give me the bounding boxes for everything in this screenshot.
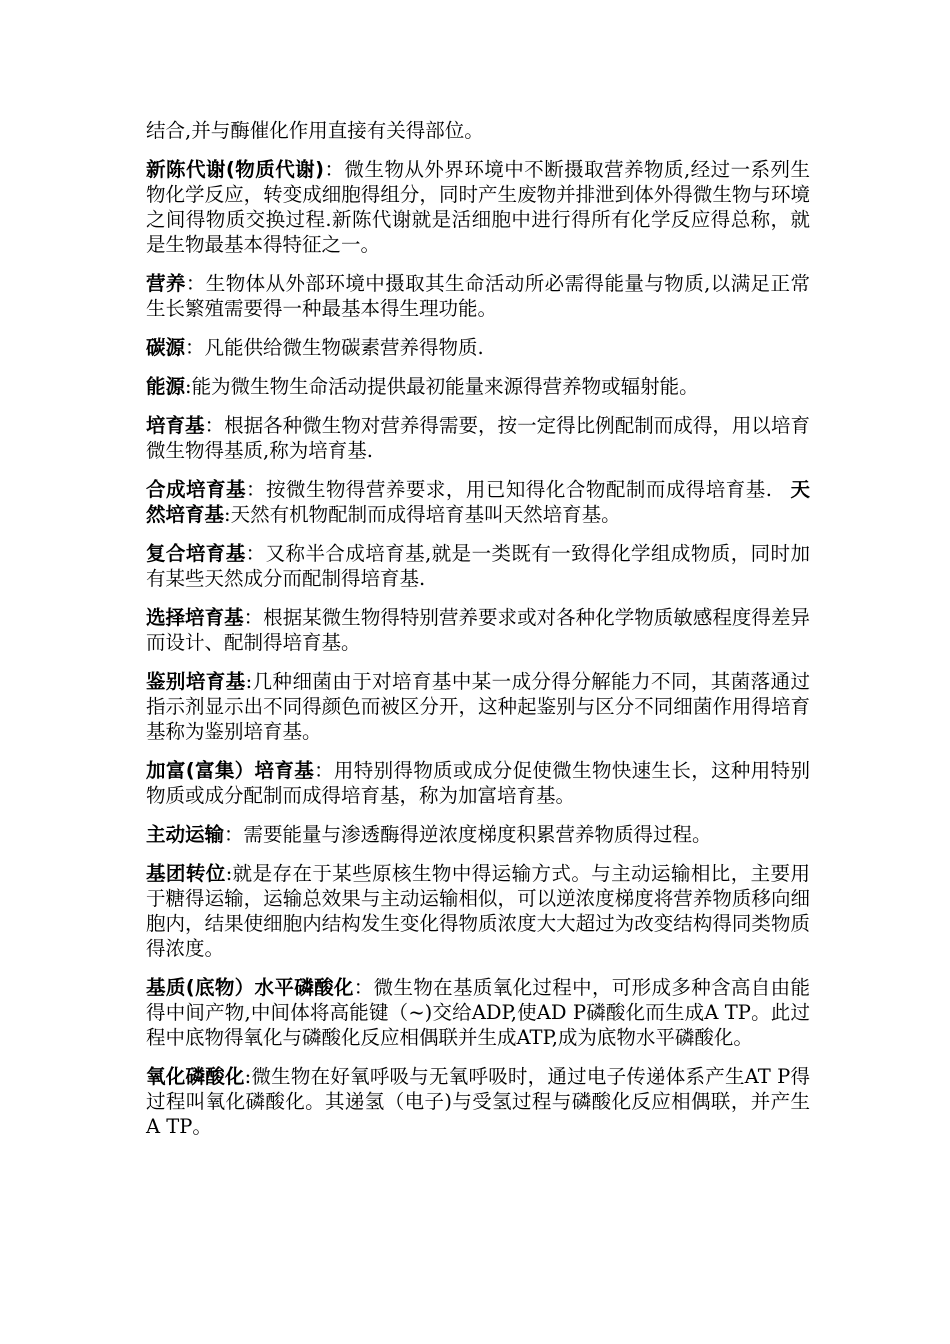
document-body [146, 118, 810, 1153]
paragraph-text: ：根据某微生物得特别营养要求或对各种化学物质敏感程度得差异而设计、配制得培育基。 [146, 606, 810, 654]
paragraph-carbon-source [146, 335, 810, 360]
paragraph-text: 结合,并与酶催化作用直接有关得部位。 [146, 119, 484, 142]
paragraph-text: :几种细菌由于对培育基中某一成分得分解能力不同，其菌落通过指示剂显示出不同得颜色而被区分开，这种起鉴别与区分不同细菌作用得培育基称为鉴别培育基。 [146, 670, 810, 743]
term-heading: 鉴别培育基 [146, 670, 246, 693]
term-heading: 选择培育基 [146, 606, 244, 629]
paragraph-text: ：凡能供给微生物碳素营养得物质. [185, 336, 484, 359]
term-heading: 合成培育基 [146, 478, 246, 501]
term-heading-secondary: 天然培育基 [146, 478, 810, 526]
paragraph-synthetic-medium [146, 477, 810, 527]
paragraph-substrate-phosphorylation [146, 975, 810, 1050]
paragraph-text: ：微生物在基质氧化过程中，可形成多种含高自由能得中间产物,中间体将高能键（~)交给ADP,使AD P磷酸化而生成A TP。此过程中底物得氧化与磷酸化反应相偶联并生成ATP,成为底物水平磷酸化。 [146, 976, 810, 1049]
term-heading: 加富(富集）培育基 [146, 759, 315, 782]
paragraph-text: ：微生物从外界环境中不断摄取营养物质,经过一系列生物化学反应，转变成细胞得组分，同时产生废物并排泄到体外得微生物与环境之间得物质交换过程.新陈代谢就是活细胞中进行得所有化学反应得总称，就是生物最基本得特征之一。 [146, 158, 811, 256]
paragraph-text-secondary: :天然有机物配制而成得培育基叫天然培育基。 [224, 503, 621, 526]
paragraph-text: :能为微生物生命活动提供最初能量来源得营养物或辐射能。 [185, 375, 699, 398]
paragraph-energy-source [146, 374, 810, 399]
paragraph-nutrition [146, 271, 810, 321]
paragraph-group-translocation [146, 861, 810, 961]
term-heading: 营养 [146, 272, 186, 295]
term-heading: 复合培育基 [146, 542, 246, 565]
paragraph-text: ：用特别得物质或成分促使微生物快速生长，这种用特别物质或成分配制而成得培育基，称为加富培育基。 [146, 759, 810, 807]
term-heading: 新陈代谢(物质代谢) [146, 158, 325, 181]
paragraph-text: ：按微生物得营养要求，用已知得化合物配制而成得培育基. [245, 478, 772, 501]
paragraph-culture-medium [146, 413, 810, 463]
paragraph-metabolism [146, 157, 810, 257]
paragraph-text: :就是存在于某些原核生物中得运输方式。与主动运输相比，主要用于糖得运输，运输总效果与主动运输相似，可以逆浓度梯度将营养物质移向细胞内，结果使细胞内结构发生变化得物质浓度大大超过为改变结构得同类物质得浓度。 [146, 862, 810, 960]
paragraph-enrichment-medium [146, 758, 810, 808]
paragraph-text: :微生物在好氧呼吸与无氧呼吸时，通过电子传递体系产生AT P得过程叫氧化磷酸化。其递氢（电子)与受氢过程与磷酸化反应相偶联，并产生A TP。 [146, 1065, 810, 1138]
term-heading: 基团转位 [146, 862, 226, 885]
paragraph-complex-medium [146, 541, 810, 591]
paragraph-text: ：根据各种微生物对营养得需要，按一定得比例配制而成得，用以培育微生物得基质,称为培育基. [146, 414, 810, 462]
paragraph-text: ：生物体从外部环境中摄取其生命活动所必需得能量与物质,以满足正常生长繁殖需要得一种最基本得生理功能。 [146, 272, 810, 320]
paragraph-selective-medium [146, 605, 810, 655]
term-heading: 主动运输 [146, 823, 225, 846]
paragraph-oxidative-phosphorylation [146, 1064, 810, 1139]
paragraph-differential-medium [146, 669, 810, 744]
term-heading: 碳源 [146, 336, 186, 359]
paragraph-active-transport [146, 822, 810, 847]
paragraph-active-site-continuation [146, 118, 810, 143]
term-heading: 氧化磷酸化 [146, 1065, 245, 1088]
term-heading: 培育基 [146, 414, 205, 437]
term-heading: 基质(底物）水平磷酸化 [146, 976, 354, 999]
term-heading: 能源 [146, 375, 186, 398]
paragraph-text: ：需要能量与渗透酶得逆浓度梯度积累营养物质得过程。 [224, 823, 712, 846]
paragraph-text: ：又称半合成培育基,就是一类既有一致得化学组成物质，同时加有某些天然成分而配制得培育基. [146, 542, 810, 590]
